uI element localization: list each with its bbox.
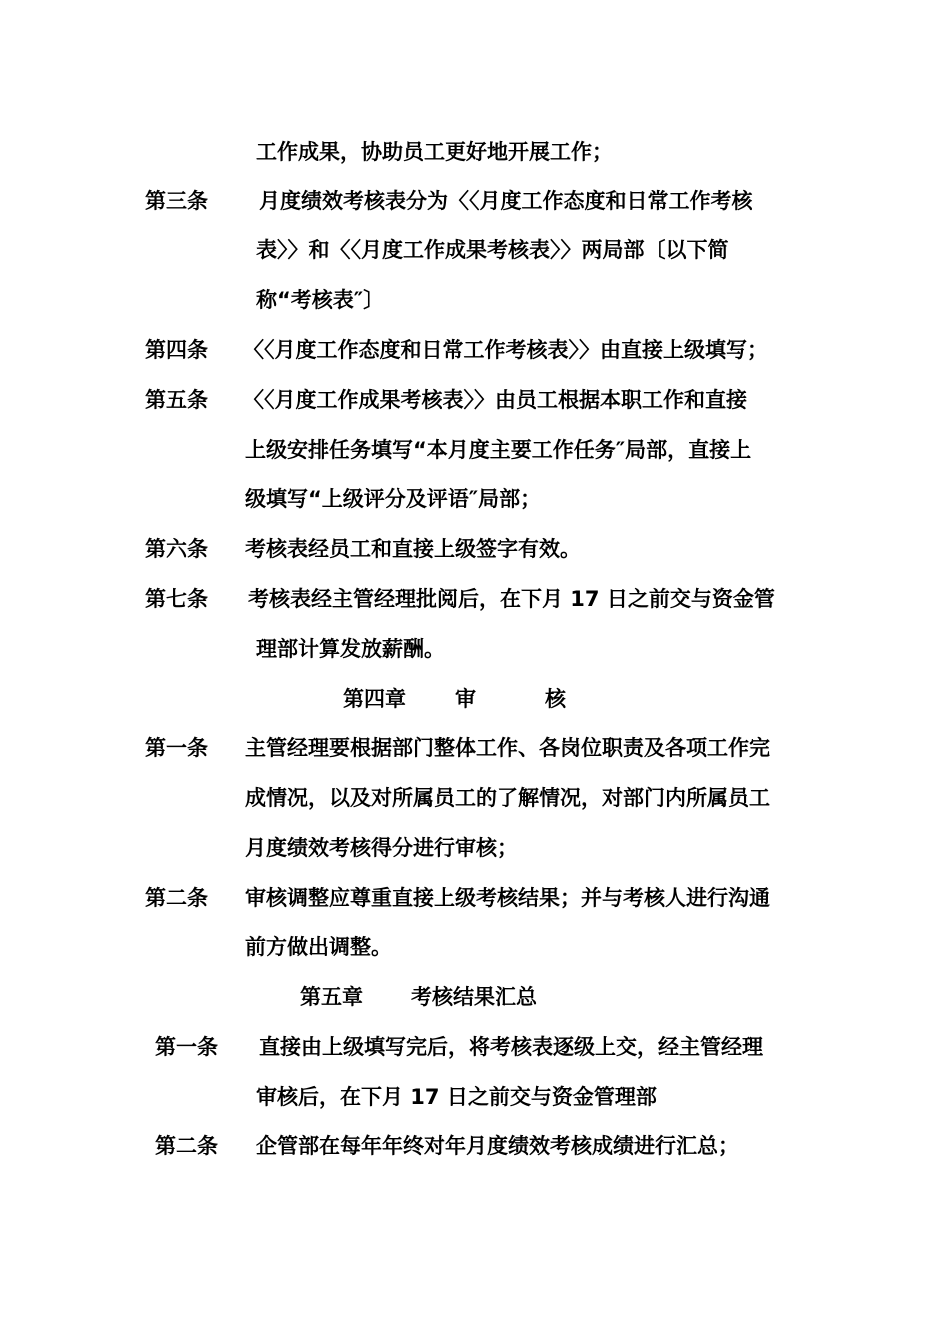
article-text-line: 〈〈月度工作态度和日常工作考核表〉〉由直接上级填写； <box>243 338 768 362</box>
article-text-line: 〈〈月度工作成果考核表〉〉由员工根据本职工作和直接 <box>243 388 747 412</box>
article-text-line: 直接由上级填写完后，将考核表逐级上交，经主管经理 <box>259 1035 763 1059</box>
article-label: 第六条 <box>145 537 208 561</box>
article-label: 第五条 <box>145 388 208 412</box>
article-text-line: 级填写“上级评分及评语″局部； <box>245 487 542 511</box>
article-text-line: 前方做出调整。 <box>245 935 392 959</box>
article-text-line: 考核表经员工和直接上级签字有效。 <box>245 537 581 561</box>
article-text-line: 称“考核表″〕 <box>256 288 385 312</box>
article-text-line: 月度绩效考核表分为〈〈月度工作态度和日常工作考核 <box>259 189 753 213</box>
article-text-line: 成情况，以及对所属员工的了解情况，对部门内所属员工 <box>245 786 770 810</box>
article-label: 第二条 <box>145 886 208 910</box>
article-text-line: 企管部在每年年终对年月度绩效考核成绩进行汇总； <box>256 1134 739 1158</box>
continuation-line: 工作成果，协助员工更好地开展工作； <box>256 140 613 164</box>
chapter-heading-title: 审 <box>455 687 476 711</box>
article-text-line: 上级安排任务填写“本月度主要工作任务″局部，直接上 <box>245 438 752 462</box>
chapter-heading-number: 第五章 <box>300 985 363 1009</box>
article-text-line: 主管经理要根据部门整体工作、各岗位职责及各项工作完 <box>245 736 770 760</box>
article-text-line: 考核表经主管经理批阅后，在下月 17 日之前交与资金管 <box>248 587 775 611</box>
article-label: 第二条 <box>155 1134 218 1158</box>
article-label: 第一条 <box>155 1035 218 1059</box>
article-text-line: 表〉〉和〈〈月度工作成果考核表〉〉两局部〔以下简 <box>256 238 729 262</box>
article-label: 第四条 <box>145 338 208 362</box>
chapter-heading-title: 考核结果汇总 <box>411 985 537 1009</box>
article-label: 第七条 <box>145 587 208 611</box>
article-text-line: 审核调整应尊重直接上级考核结果；并与考核人进行沟通 <box>245 886 770 910</box>
article-label: 第一条 <box>145 736 208 760</box>
article-label: 第三条 <box>145 189 208 213</box>
article-text-line: 审核后，在下月 17 日之前交与资金管理部 <box>256 1085 657 1109</box>
chapter-heading-title: 核 <box>545 687 566 711</box>
article-text-line: 理部计算发放薪酬。 <box>256 637 445 661</box>
chapter-heading-number: 第四章 <box>343 687 406 711</box>
article-text-line: 月度绩效考核得分进行审核； <box>245 836 518 860</box>
